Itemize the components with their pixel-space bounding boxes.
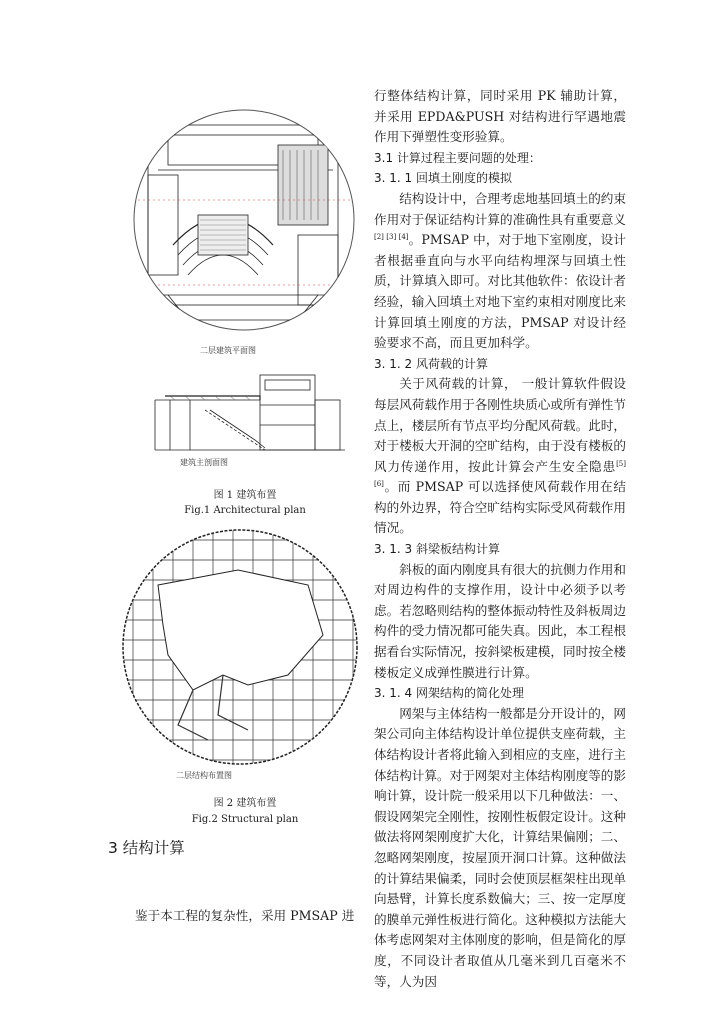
paragraph: 结构设计中，合理考虑地基回填土的约束作用对于保证结构计算的准确性具有重要意义[2] [3] [4]。PMSAP 中，对于地下室刚度，设计者根据垂直向与水平向结构埋深与回填土性质，计算填入即可。对比其他软件：依设计者经验，输入回填土对地下室约束相对刚度比来计算回填土刚度的方法，PMSAP 对设计经验要求不高，而且更加科学。 bbox=[374, 190, 626, 351]
architectural-section-drawing bbox=[150, 370, 350, 455]
paragraph: 行整体结构计算，同时采用 PK 辅助计算，并采用 EPDA&PUSH 对结构进行罕遇地震作用下弹塑性变形验算。 bbox=[374, 88, 626, 145]
figure2-caption-en: Fig.2 Structural plan bbox=[191, 814, 299, 825]
plan-label: 二层建筑平面图 bbox=[200, 346, 256, 355]
paragraph: 斜板的面内刚度具有很大的抗侧力作用和对周边构件的支撑作用，设计中必须予以考虑。若忽略则结构的整体振动特性及斜板周边构件的受力情况都可能失真。因此，本工程根据看台实际情况，按斜梁板建模，同时按全楼楼板定义成弹性膜进行计算。 bbox=[374, 561, 626, 680]
heading-3-1-3: 3. 1. 3 斜梁板结构计算 bbox=[374, 542, 500, 557]
paragraph: 网架与主体结构一般都是分开设计的，网架公司向主体结构设计单位提供支座荷载，主体结构设计者将此输入到相应的支座，进行主体结构计算。对于网架对主体结构刚度等的影响计算，设计院一般采用以下几种做法：一、假设网架完全刚性，按刚性板假定设计。这种做法将网架刚度扩大化，计算结果偏刚；二、忽略网架刚度，按屋顶开洞口计算。这种做法的计算结果偏柔，同时会使顶层框架柱出现单向悬臂，计算长度系数偏大；三、按一定厚度的膜单元弹性板进行简化。这种模拟方法能大体考虑网架对主体刚度的影响，但是简化的厚度，不同设计者取值从几毫米到几百毫米不等，人为因 bbox=[374, 705, 626, 989]
citation: [5] [6] bbox=[374, 459, 626, 489]
figure1-caption-en: Fig.1 Architectural plan bbox=[184, 505, 306, 516]
section-label: 建筑主剖面图 bbox=[180, 458, 228, 467]
citation: [2] [3] [4] bbox=[374, 233, 409, 242]
section-heading: 3 结构计算 bbox=[108, 839, 185, 857]
heading-3-1-4: 3. 1. 4 网架结构的简化处理 bbox=[374, 686, 524, 701]
architectural-plan-drawing bbox=[128, 95, 360, 355]
heading-3-1-2: 3. 1. 2 风荷载的计算 bbox=[374, 356, 488, 371]
right-column bbox=[374, 86, 626, 992]
figure1-caption-cn: 图 1 建筑布置 bbox=[213, 490, 277, 501]
structural-plan-label: 二层结构布置图 bbox=[176, 771, 232, 780]
heading-3-1: 3.1 计算过程主要问题的处理： bbox=[374, 150, 541, 165]
structural-plan-drawing bbox=[118, 525, 363, 775]
figure2-caption-cn: 图 2 建筑布置 bbox=[213, 798, 277, 809]
paragraph: 关于风荷载的计算， 一般计算软件假设每层风荷载作用于各刚性块质心或所有弹性节点上，楼层所有节点平均分配风荷载。此时，对于楼板大开洞的空旷结构，由于没有楼板的风力传递作用，按此计算会产生安全隐患[5] [6]。而 PMSAP 可以选择使风荷载作用在结构的外边界，符合空旷结构实际受风荷载作用情况。 bbox=[374, 376, 626, 536]
heading-3-1-1: 3. 1. 1 回填土刚度的模拟 bbox=[374, 171, 512, 186]
left-column-last-line: 鉴于本工程的复杂性，采用 PMSAP 进 bbox=[135, 908, 355, 923]
